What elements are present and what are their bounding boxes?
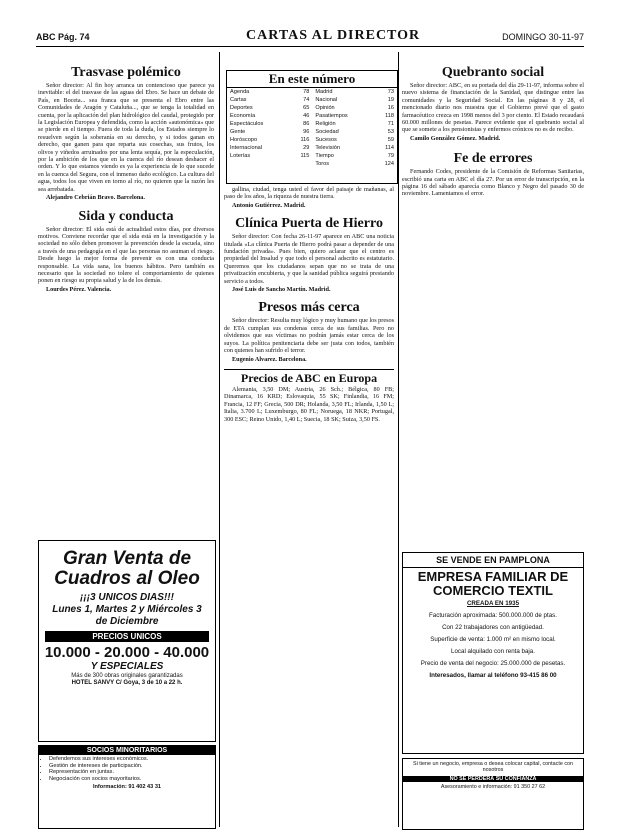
list-item: • Negociación con socios mayoritarios.	[49, 776, 215, 783]
letter-signature: Eugenio Alvarez. Barcelona.	[232, 355, 307, 363]
index-page: 65	[303, 105, 310, 111]
page-number: ABC Pág. 74	[36, 32, 90, 42]
index-section: Cartas	[230, 97, 247, 103]
ad-line: Superficie de venta: 1.000 m² en mismo local.	[430, 636, 556, 643]
ad-line: HOTEL SANVY C/ Goya, 3 de 10 a 22 h.	[71, 680, 183, 686]
ad-line: Precio de venta del negocio: 25.000.000 de pesetas.	[420, 660, 566, 667]
ad-line: Lunes 1, Martes 2 y Miércoles 3	[52, 604, 202, 615]
ad-title: SOCIOS MINORITARIOS	[39, 746, 215, 755]
ad-art-sale[interactable]	[38, 540, 216, 742]
column-divider	[219, 52, 220, 827]
index-page: 114	[385, 145, 394, 151]
index-row	[227, 120, 397, 128]
index-section: Madrid	[315, 89, 333, 95]
index-title: En este número	[227, 71, 397, 88]
headline-errores: Fe de errores	[453, 151, 533, 167]
index-table	[227, 88, 397, 168]
ad-line: Gran Venta de	[62, 548, 192, 569]
ad-list	[49, 756, 215, 782]
letter-body: Señor director: ABC, en su portada del día 29-11-97, informa sobre el nuevo sistema de financiación de la Sanidad, que distingue entre las comunidades y la Seguridad Social. En las páginas 8 y 28, el mencionado diario nos muestra que el Gobierno prevé que el gasto farmacéutico crezca en 1998 menos del 3 por ciento. El Estado recaudará 60.000 millones de pesetas. Parece evidente que el quebranto social al que se somete a los pensionistas y enfermos crónicos no es de recibo.	[402, 82, 584, 134]
index-section: Deportes	[230, 105, 253, 111]
ad-line: Local alquilado con renta baja.	[451, 648, 535, 655]
ad-textile-company[interactable]	[402, 552, 584, 754]
index-page: 96	[303, 129, 310, 135]
ad-headline: EMPRESA FAMILIAR DE COMERCIO TEXTIL	[417, 569, 569, 598]
index-section: Loterías	[230, 153, 251, 159]
index-section: Agenda	[230, 89, 250, 95]
headline-precios: Precios de ABC en Europa	[224, 369, 394, 386]
letter-body: Señor director: Con fecha 26-11-97 aparece en ABC una noticia titulada «La clínica Puerta de Hierro podrá pasar a depender de una fundación privada». Pues bien, quiero aclarar que el centro es propiedad del Insalud y que todo el personal adscrito es estatutario. Queremos que los ciudadanos sepan que no se trata de una privatización encubierta, y que la sanidad pública seguirá prestando servicio a todos.	[224, 233, 394, 285]
headline-trasvase: Trasvase polémico	[71, 65, 181, 80]
index-page	[289, 160, 313, 168]
letter-signature: Alejandro Cebrián Bravo. Barcelona.	[46, 194, 145, 202]
index-box	[226, 70, 398, 184]
index-section: Sucesos	[315, 137, 337, 143]
ad-line: ¡¡¡3 UNICOS DIAS!!!	[80, 592, 174, 603]
index-page: 19	[387, 97, 394, 103]
index-section	[227, 160, 289, 168]
letter-body: gallina, ciudad, tenga usted el favor del paisaje de mañanas, al paso de los años, la riqueza de nuestra tierra.	[224, 186, 394, 201]
index-row	[227, 112, 397, 120]
ad-line: Interesados, llamar al teléfono 93-415 86 00	[429, 672, 557, 679]
ad-line: Asesoramiento e información: 91 350 27 62	[440, 784, 546, 791]
index-section: Gente	[230, 129, 246, 135]
index-row	[227, 104, 397, 112]
ad-line: Si tiene un negocio, empresa o desea colocar capital, contacte con nosotros	[412, 761, 574, 774]
column-divider	[398, 52, 399, 827]
ad-band: PRECIOS UNICOS	[45, 631, 209, 642]
index-page: 29	[303, 145, 310, 151]
ad-line: Y ESPECIALES	[90, 661, 164, 672]
section-title: CARTAS AL DIRECTOR	[246, 28, 421, 43]
headline-quebranto: Quebranto social	[441, 65, 545, 80]
index-page: 86	[303, 121, 310, 127]
index-page: 71	[387, 121, 394, 127]
index-row	[227, 144, 397, 152]
index-section: Internacional	[230, 145, 263, 151]
page-header	[36, 30, 584, 47]
index-row	[227, 128, 397, 136]
headline-clinica: Clínica Puerta de Hierro	[235, 216, 383, 232]
list-item: • Representación en juntas.	[49, 769, 215, 776]
index-section: Pasatiempos	[315, 113, 348, 119]
headline-presos: Presos más cerca	[258, 300, 360, 316]
ad-title: SE VENDE EN PAMPLONA	[403, 553, 583, 568]
column-2	[224, 186, 394, 826]
index-page: 118	[385, 113, 394, 119]
index-section: Opinión	[315, 105, 335, 111]
letter-signature: José Luis de Sancho Martín. Madrid.	[232, 286, 331, 294]
ad-line: Facturación aproximada: 500.000.000 de ptas.	[429, 612, 557, 619]
index-row	[227, 96, 397, 104]
index-row	[227, 160, 397, 168]
ad-footer: Información: 91 402 43 31	[92, 784, 162, 791]
index-page: 116	[300, 137, 310, 143]
letter-signature: Lourdes Pérez. Valencia.	[46, 285, 112, 293]
index-page: 79	[387, 153, 394, 159]
column-3	[402, 64, 584, 548]
index-page: 115	[300, 153, 310, 159]
ad-line: Más de 300 obras originales garantizadas	[71, 673, 183, 679]
index-section: Religión	[315, 121, 336, 127]
letter-signature: Camilo González Gómez. Madrid.	[410, 134, 501, 142]
index-section: Nacional	[315, 97, 338, 103]
index-page: 74	[303, 97, 310, 103]
letter-body: Señor director: El sida está de actualidad estos días, por diversos motivos. Conviene recordar que el sida está en la investigación y la sociedad no sólo deben promover la prevención desde la escuela, sino a través de una pedagogía en el que las personas no asuman el riesgo. Desde luego la mejor forma de prevenir es con una conducta responsable. La vida sana, los buenos hábitos. Pero también es necesario que la sociedad no tolere el comportamiento de quienes ponen en riesgo su propia salud y la de los demás.	[38, 225, 214, 285]
index-section: Horóscopo	[230, 137, 258, 143]
index-page: 59	[387, 137, 394, 143]
index-row	[227, 88, 397, 96]
index-page: 53	[387, 129, 394, 135]
index-section: Espectáculos	[230, 121, 264, 127]
prices-body: Alemania, 3,50 DM; Austria, 26 Sch.; Bélgica, 80 FB; Dinamarca, 16 KRD; Eslovaquia, 55 SK; Finlandia, 16 FM; Francia, 12 FF; Grecia, 500 DR; Holanda, 3,50 FL; Irlanda, 1,50 L; Italia, 3.700 L; Luxemburgo, 80 FL; Noruega, 18 NKR; Portugal, 300 ESC; Reino Unido, 1,40 L; Suecia, 18 SK; Suiza, 3,50 FS.	[224, 385, 394, 423]
index-section: Economía	[230, 113, 256, 119]
ad-band: NO SE PERDERÁ SU CONFIANZA	[403, 776, 583, 782]
index-section: Televisión	[315, 145, 340, 151]
ad-line: CREADA EN 1935	[466, 600, 520, 607]
column-1	[38, 64, 214, 534]
index-row	[227, 136, 397, 144]
index-page: 78	[303, 89, 310, 95]
list-item: • Defendemos sus intereses económicos.	[49, 756, 215, 763]
ad-line: Con 22 trabajadores con antigüedad.	[442, 624, 544, 631]
letter-body: Señor director: Al fin hoy arranca un contencioso que parece ya inevitable: el del trasvase de las aguas del Ebro. Se hace un debate de País, en Boceta... sea franca que se presenta el Ebro entre las Comunidades de Aragón y Cataluña..., que se tenga la totalidad en cuenta, por la aplicación del plan hidrológico del caudal, protegido por la Legislación Europea y defendida, como la acción «autonómica» que se pierde en el tiempo. Fuera de toda la duda, los Estados siempre lo resuelven según la soberanía en su derecho, y si todos ganan en derecho, que ganen para que reparta sus cosechas, sus frutos, los olivos y viñedos arruinados por una lenta sequía, por la especulación, por la ambición de los que en la cuenca del río desean deshacer el orden. Y lo que estamos viendo es ya la experiencia de lo que sucede en la cuenca del Segura, con el inmenso daño ecológico. La cultura del agua, todos los que viven en torno al río, no quieren que la razón les sea arrebatada.	[38, 82, 214, 193]
index-row	[227, 152, 397, 160]
index-page: 73	[387, 89, 394, 95]
ad-prices: 10.000 - 20.000 - 40.000	[44, 644, 210, 661]
index-page: 46	[303, 113, 310, 119]
index-page: 124	[384, 161, 394, 167]
index-page: 16	[387, 105, 394, 111]
ad-investment[interactable]	[402, 758, 584, 830]
headline-sida: Sida y conducta	[78, 208, 174, 224]
letter-body: Señor director: Resulta muy lógico y muy humano que los presos de ETA cumplan sus condenas cerca de sus familias. Pero no olvidemos que sus víctimas no podrán jamás estar cerca de los suyos. La política penitenciaria debe ser justa con todos, también con quienes han sufrido el terror.	[224, 317, 394, 355]
index-section: Tiempo	[315, 153, 334, 159]
page-date: DOMINGO 30-11-97	[502, 32, 584, 42]
ad-line: Cuadros al Oleo	[54, 568, 200, 589]
ad-minority-partners[interactable]	[38, 745, 216, 829]
letter-signature: Antonio Gutiérrez. Madrid.	[232, 201, 306, 209]
ad-line: de Diciembre	[95, 616, 159, 627]
letter-body: Fernando Codes, presidente de la Comisión de Reformas Sanitarias, escribió una carta en ABC el día 27. Por un error de transcripción, en la página 16 del sábado aparecía como Blanco y Negro del pasado 30 de noviembre. Lamentamos el error.	[402, 168, 584, 198]
list-item: • Gestión de intereses de participación.	[49, 763, 215, 770]
index-section: Sociedad	[315, 129, 339, 135]
index-section: Toros	[315, 161, 330, 167]
